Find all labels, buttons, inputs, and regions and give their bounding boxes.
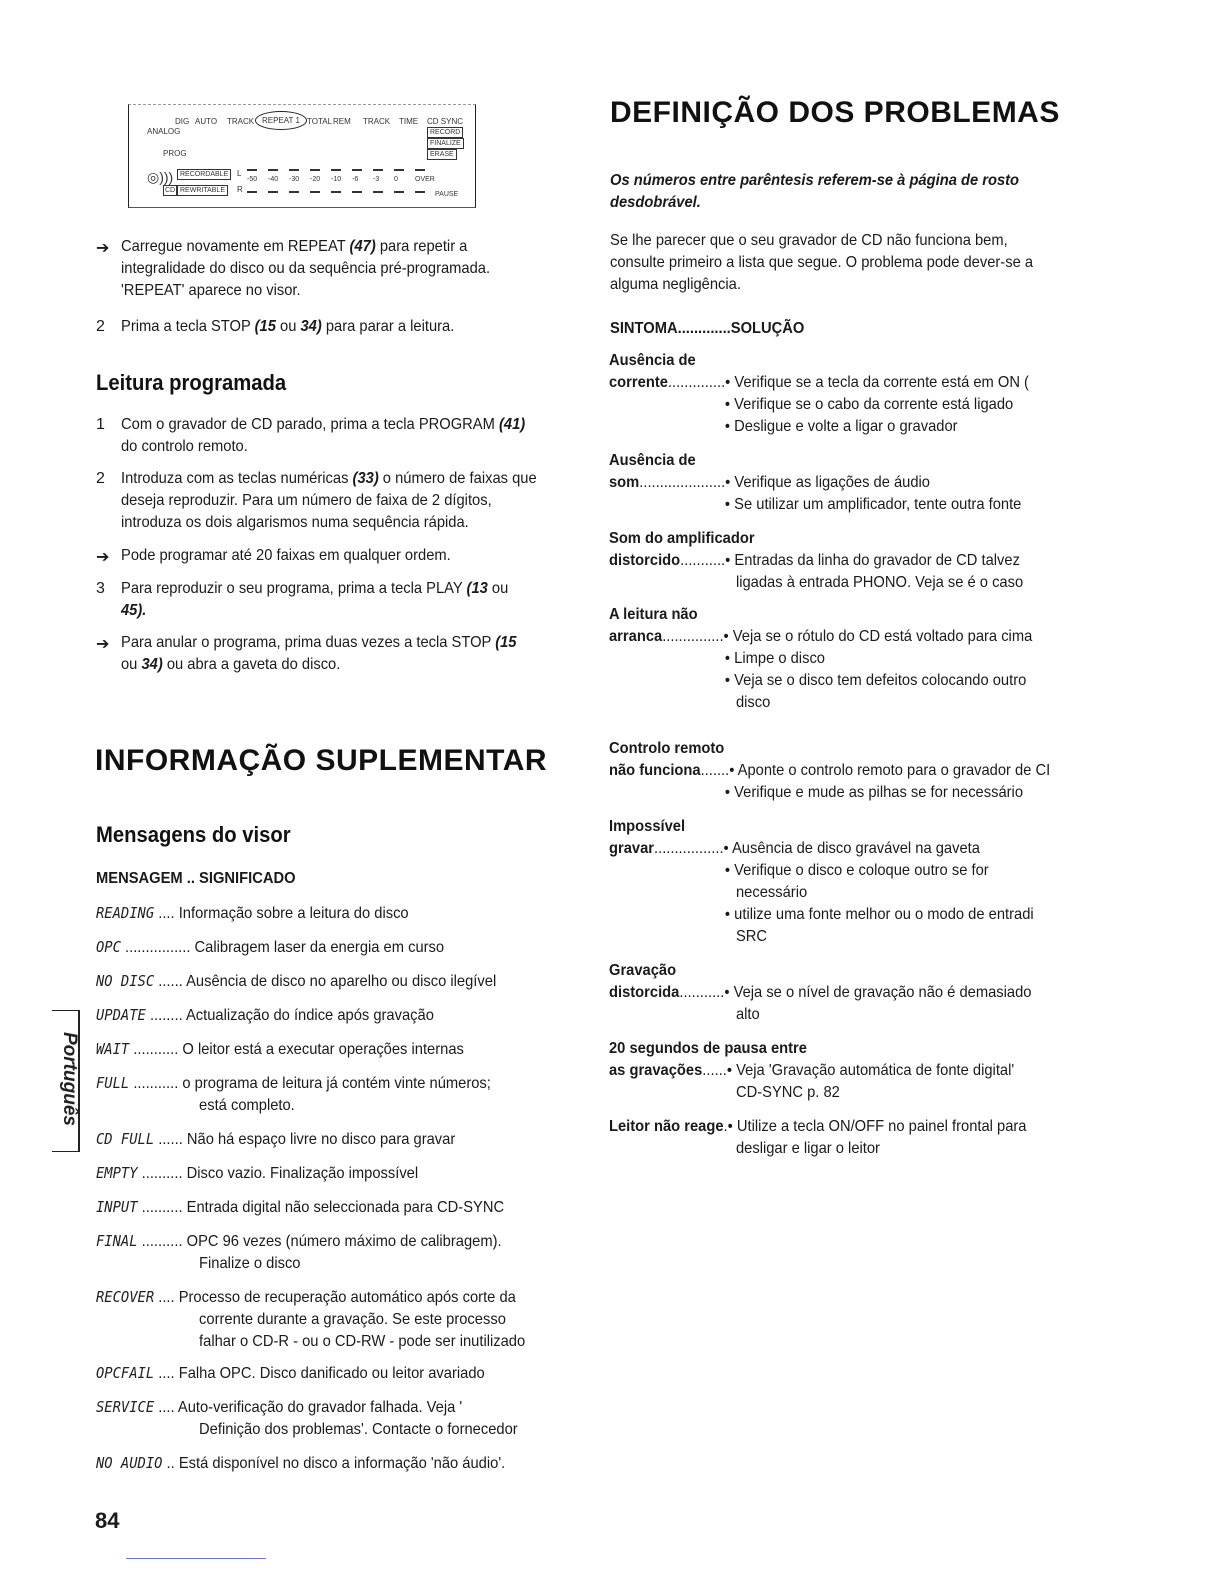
symptom-label: não funciona: [609, 762, 701, 779]
solution-text: CD-SYNC p. 82: [735, 1084, 840, 1101]
solution-text: disco: [735, 694, 771, 711]
meter-bar-right: [394, 191, 404, 193]
step-repeat-rest1: para repetir a: [379, 238, 468, 255]
intro-italic-2: desdobrável.: [610, 194, 701, 211]
message-row: [96, 1452, 528, 1475]
lp-arrow2-ref2: 34): [141, 656, 163, 673]
lp3-number: 3: [96, 580, 105, 597]
lp2-text-c: deseja reproduzir. Para um número de faixa de 2 dígitos,: [121, 492, 492, 509]
lp3-ref2: 45).: [121, 602, 147, 619]
lp2-text-d: introduza os dois algarismos numa sequência rápida.: [121, 514, 469, 531]
lp-step1: [121, 414, 553, 458]
message-code: FULL: [96, 1074, 130, 1092]
message-code: UPDATE: [96, 1006, 146, 1024]
message-code: NO DISC: [96, 972, 155, 990]
symptom-label: Impossível: [609, 818, 686, 835]
message-code: INPUT: [96, 1198, 138, 1216]
solution-text: • Desligue e volte a ligar o gravador: [724, 418, 958, 435]
symptom-label: distorcido: [609, 552, 681, 569]
panel-label-total: TOTAL: [307, 117, 333, 126]
solution-text: Ausência de disco gravável na gaveta: [731, 840, 980, 857]
message-leader-dots: ...........: [129, 1075, 183, 1092]
symptom-label: corrente: [609, 374, 668, 391]
symptom-leader-dots: .................•: [654, 840, 732, 857]
message-code: OPCFAIL: [96, 1364, 155, 1382]
step2-ref2: 34): [300, 318, 322, 335]
message-row: [96, 1072, 528, 1117]
meter-scale-label: -40: [268, 176, 279, 183]
meter-bar-left: [268, 169, 278, 171]
lp1-number: 1: [96, 416, 105, 433]
message-code: READING: [96, 904, 155, 922]
arrow-icon: ➔: [96, 549, 110, 566]
step-repeat-text: Carregue novamente em REPEAT: [121, 238, 346, 255]
panel-box-cd: CD: [165, 187, 176, 194]
panel-label-auto: AUTO: [195, 117, 218, 126]
meter-scale-label: -30: [289, 176, 300, 183]
solution-text: Verifique as ligações de áudio: [734, 474, 930, 491]
message-leader-dots: ........: [145, 1007, 186, 1024]
solution-text: Entradas da linha do gravador de CD talvez: [734, 552, 1020, 569]
symptom-label: Leitor não reage: [609, 1118, 724, 1135]
message-row: [96, 1230, 528, 1275]
symptom-leader-dots: .....................•: [639, 474, 735, 491]
message-table-header: MENSAGEM .. SIGNIFICADO: [96, 870, 296, 887]
intro-italic-1: Os números entre parêntesis referem-se à página de rosto: [610, 172, 1020, 189]
meter-scale-label: 0: [394, 176, 398, 183]
solution-text: • utilize uma fonte melhor ou o modo de entradi: [724, 906, 1034, 923]
meter-bar-left: [310, 169, 320, 171]
symptom-label: distorcida: [609, 984, 680, 1001]
page-number: 84: [95, 1508, 120, 1533]
arrow-icon: ➔: [96, 240, 110, 257]
message-meaning: Informação sobre a leitura do disco: [178, 905, 409, 922]
problem-entry: [609, 960, 1087, 1026]
lp2-ref: (33): [352, 470, 379, 487]
panel-box-rewritable: REWRITABLE: [177, 185, 228, 196]
message-meaning-cont: Finalize o disco: [199, 1255, 301, 1272]
message-code: EMPTY: [96, 1164, 138, 1182]
message-row: [96, 936, 528, 959]
message-leader-dots: ......: [154, 1131, 187, 1148]
step2-ou: ou: [280, 318, 297, 335]
intro-2: consulte primeiro a lista que segue. O problema pode dever-se a: [610, 254, 1034, 271]
symptom-label: som: [609, 474, 640, 491]
solution-text: alto: [735, 1006, 760, 1023]
message-code: CD FULL: [96, 1130, 155, 1148]
message-meaning: Processo de recuperação automático após corte da: [178, 1289, 516, 1306]
symptom-label: Gravação: [609, 962, 677, 979]
solution-text: SRC: [735, 928, 768, 945]
panel-box-record: RECORD: [427, 127, 463, 138]
message-row: [96, 1196, 528, 1219]
symptom-leader-dots: ..............•: [667, 374, 735, 391]
symptom-leader-dots: ...........•: [679, 984, 734, 1001]
lp-arrow1: Pode programar até 20 faixas em qualquer ordem.: [121, 547, 451, 564]
lp-arrow2-text-b: ou abra a gaveta do disco.: [166, 656, 341, 673]
panel-label-analog: ANALOG: [147, 127, 181, 136]
intro-paragraph: [610, 230, 1052, 296]
message-leader-dots: ..........: [137, 1165, 187, 1182]
message-meaning: Calibragem laser da energia em curso: [194, 939, 445, 956]
lp-step3: [121, 578, 553, 622]
language-tab-label: Português: [59, 1032, 80, 1126]
message-meaning-cont: Definição dos problemas'. Contacte o fornecedor: [199, 1421, 518, 1438]
solution-text: desligar e ligar o leitor: [735, 1140, 880, 1157]
lp1-text: Com o gravador de CD parado, prima a tecla PROGRAM: [121, 416, 495, 433]
message-leader-dots: ....: [154, 1399, 178, 1416]
message-leader-dots: ...........: [129, 1041, 183, 1058]
meter-bar-left: [394, 169, 404, 171]
panel-label-dig: DIG: [175, 117, 190, 126]
message-row: [96, 970, 528, 993]
problem-entry: [609, 816, 1087, 948]
lp-arrow2-text: Para anular o programa, prima duas vezes a tecla STOP: [121, 634, 492, 651]
meter-scale-label: -3: [373, 176, 380, 183]
meter-bar-right: [247, 191, 257, 193]
meter-bar-left: [415, 169, 425, 171]
message-code: SERVICE: [96, 1398, 155, 1416]
info-suplementar-heading: INFORMAÇÃO SUPLEMENTAR: [95, 744, 548, 777]
arrow-icon: ➔: [96, 636, 110, 653]
message-meaning: Falha OPC. Disco danificado ou leitor avariado: [178, 1365, 485, 1382]
lp-arrow2-ref1: (15: [495, 634, 517, 651]
panel-label-cdsync: CD SYNC: [427, 117, 464, 126]
level-meter: [247, 167, 435, 197]
panel-box-erase: ERASE: [427, 149, 457, 160]
step2-ref1: (15: [254, 318, 276, 335]
symptom-label: gravar: [609, 840, 655, 857]
meter-scale-label: -6: [352, 176, 359, 183]
symptom-leader-dots: ......•: [702, 1062, 737, 1079]
message-meaning: O leitor está a executar operações internas: [182, 1041, 464, 1058]
problem-entry: [609, 604, 1087, 714]
message-leader-dots: ....: [154, 1365, 179, 1382]
message-row: [96, 1362, 528, 1385]
lp3-ou: ou: [491, 580, 509, 597]
symptom-label: Som do amplificador: [609, 530, 755, 547]
meter-scale-label: -10: [331, 176, 342, 183]
meter-bar-right: [331, 191, 341, 193]
meter-bar-right: [352, 191, 362, 193]
message-meaning: Não há espaço livre no disco para gravar: [186, 1131, 456, 1148]
solution-text: Aponte o controlo remoto para o gravador de CI: [737, 762, 1051, 779]
message-leader-dots: ..........: [137, 1199, 187, 1216]
symptom-label: 20 segundos de pausa entre: [609, 1040, 807, 1057]
message-row: [96, 1162, 528, 1185]
message-code: OPC: [96, 938, 121, 956]
solution-text: Utilize a tecla ON/OFF no painel frontal para: [736, 1118, 1027, 1135]
meter-bar-right: [415, 191, 425, 193]
panel-label-prog: PROG: [163, 149, 187, 158]
lp2-text-b: o número de faixas que: [382, 470, 537, 487]
intro-1: Se lhe parecer que o seu gravador de CD não funciona bem,: [610, 232, 1008, 249]
meter-scale-label: -20: [310, 176, 321, 183]
message-row: [96, 1038, 528, 1061]
message-meaning-cont: falhar o CD-R - ou o CD-RW - pode ser inutilizado: [199, 1333, 526, 1350]
solution-text: necessário: [735, 884, 808, 901]
solution-text: • Verifique se o cabo da corrente está ligado: [724, 396, 1014, 413]
panel-label-track: TRACK: [227, 117, 255, 126]
panel-label-r: R: [237, 185, 243, 194]
step2: [121, 316, 553, 338]
message-meaning: Entrada digital não seleccionada para CD-SYNC: [186, 1199, 505, 1216]
message-meaning: Está disponível no disco a informação 'não áudio'.: [178, 1455, 506, 1472]
symptom-label: Ausência de: [609, 352, 696, 369]
message-leader-dots: ..: [162, 1455, 179, 1472]
solution-text: Veja se o rótulo do CD está voltado para cima: [732, 628, 1033, 645]
message-meaning: Actualização do índice após gravação: [185, 1007, 434, 1024]
symptom-leader-dots: .•: [723, 1118, 737, 1135]
intro-3: alguma negligência.: [610, 276, 741, 293]
step2-number: 2: [96, 318, 105, 335]
problem-entry: [609, 528, 1087, 594]
message-row: [96, 1128, 528, 1151]
message-meaning: o programa de leitura já contém vinte números;: [182, 1075, 491, 1092]
solution-text: Veja 'Gravação automática de fonte digital': [736, 1062, 1015, 1079]
problem-table-header: SINTOMA.............SOLUÇÃO: [610, 320, 805, 337]
meter-bar-right: [289, 191, 299, 193]
solution-text: • Limpe o disco: [724, 650, 825, 667]
symptom-leader-dots: ...............•: [662, 628, 733, 645]
intro-italic: [610, 170, 1042, 214]
problem-entry: [609, 738, 1087, 804]
message-meaning: Auto-verificação do gravador falhada. Veja ': [177, 1399, 463, 1416]
symptom-leader-dots: ...........•: [680, 552, 735, 569]
meter-scale-label: -50: [247, 176, 258, 183]
message-row: [96, 1396, 528, 1441]
lp-arrow2: [121, 632, 553, 676]
step2-text: Prima a tecla STOP: [121, 318, 251, 335]
panel-label-time: TIME: [399, 117, 419, 126]
symptom-label: A leitura não: [609, 606, 698, 623]
message-code: WAIT: [96, 1040, 130, 1058]
problem-entry: [609, 350, 1087, 438]
problem-entry: [609, 450, 1087, 516]
meter-bar-right: [373, 191, 383, 193]
disc-icon: ◎))): [147, 169, 174, 185]
message-code: RECOVER: [96, 1288, 155, 1306]
panel-box-finalize: FINALIZE: [427, 138, 464, 149]
meter-scale-label: OVER: [415, 176, 435, 183]
symptom-label: arranca: [609, 628, 663, 645]
message-row: [96, 902, 528, 925]
message-meaning: OPC 96 vezes (número máximo de calibragem).: [186, 1233, 502, 1250]
solution-text: • Verifique o disco e coloque outro se for: [724, 862, 989, 879]
message-leader-dots: ....: [154, 905, 179, 922]
lp-arrow2-ou: ou: [121, 656, 138, 673]
solution-text: Verifique se a tecla da corrente está em ON (: [734, 374, 1029, 391]
lp2-number: 2: [96, 470, 105, 487]
step-repeat-ref: (47): [349, 238, 376, 255]
solution-text: • Verifique e mude as pilhas se for necessário: [724, 784, 1023, 801]
lp2-text: Introduza com as teclas numéricas: [121, 470, 349, 487]
message-meaning: Disco vazio. Finalização impossível: [186, 1165, 419, 1182]
meter-bar-right: [268, 191, 278, 193]
panel-label-l: L: [237, 169, 242, 178]
meter-bar-left: [373, 169, 383, 171]
message-meaning: Ausência de disco no aparelho ou disco ilegível: [186, 973, 497, 990]
step2-text-b: para parar a leitura.: [325, 318, 455, 335]
panel-label-rem: REM: [333, 117, 351, 126]
symptom-label: as gravações: [609, 1062, 703, 1079]
lp1-ref: (41): [498, 416, 526, 433]
panel-box-recordable: RECORDABLE: [177, 169, 231, 180]
meter-bar-left: [352, 169, 362, 171]
solution-text: Veja se o nível de gravação não é demasiado: [733, 984, 1032, 1001]
symptom-label: Controlo remoto: [609, 740, 725, 757]
lp-step2: [121, 468, 563, 534]
symptom-leader-dots: .......•: [700, 762, 738, 779]
definicao-problemas-heading: DEFINIÇÃO DOS PROBLEMAS: [610, 96, 1060, 129]
message-leader-dots: ....: [154, 1289, 179, 1306]
message-leader-dots: ................: [120, 939, 195, 956]
mensagens-visor-heading: Mensagens do visor: [96, 822, 291, 847]
panel-label-pause: PAUSE: [435, 191, 459, 198]
problem-entry: [609, 1038, 1087, 1104]
lp3-ref1: (13: [466, 580, 488, 597]
message-code: FINAL: [96, 1232, 138, 1250]
message-leader-dots: ......: [154, 973, 187, 990]
solution-text: • Veja se o disco tem defeitos colocando outro: [724, 672, 1027, 689]
leitura-programada-heading: Leitura programada: [96, 370, 287, 395]
message-row: [96, 1004, 528, 1027]
bottom-rule: [126, 1558, 266, 1559]
solution-text: ligadas à entrada PHONO. Veja se é o caso: [735, 574, 1024, 591]
display-panel-illustration: [128, 104, 476, 208]
lp1-text-b: do controlo remoto.: [121, 438, 248, 455]
message-leader-dots: ..........: [137, 1233, 187, 1250]
step-repeat: [121, 236, 553, 302]
meter-bar-left: [331, 169, 341, 171]
meter-bar-left: [247, 169, 257, 171]
panel-label-repeat: REPEAT 1: [255, 111, 307, 130]
message-meaning-cont: corrente durante a gravação. Se este processo: [199, 1311, 506, 1328]
solution-text: • Se utilizar um amplificador, tente outra fonte: [724, 496, 1022, 513]
symptom-label: Ausência de: [609, 452, 696, 469]
step-repeat-rest3: 'REPEAT' aparece no visor.: [121, 282, 301, 299]
lp3-text: Para reproduzir o seu programa, prima a tecla PLAY: [121, 580, 463, 597]
problem-entry: [609, 1116, 1087, 1160]
panel-label-track2: TRACK: [363, 117, 391, 126]
step-repeat-rest2: integralidade do disco ou da sequência pré-programada.: [121, 260, 491, 277]
message-meaning-cont: está completo.: [199, 1097, 295, 1114]
message-row: [96, 1286, 528, 1353]
meter-bar-left: [289, 169, 299, 171]
message-code: NO AUDIO: [96, 1454, 163, 1472]
meter-bar-right: [310, 191, 320, 193]
